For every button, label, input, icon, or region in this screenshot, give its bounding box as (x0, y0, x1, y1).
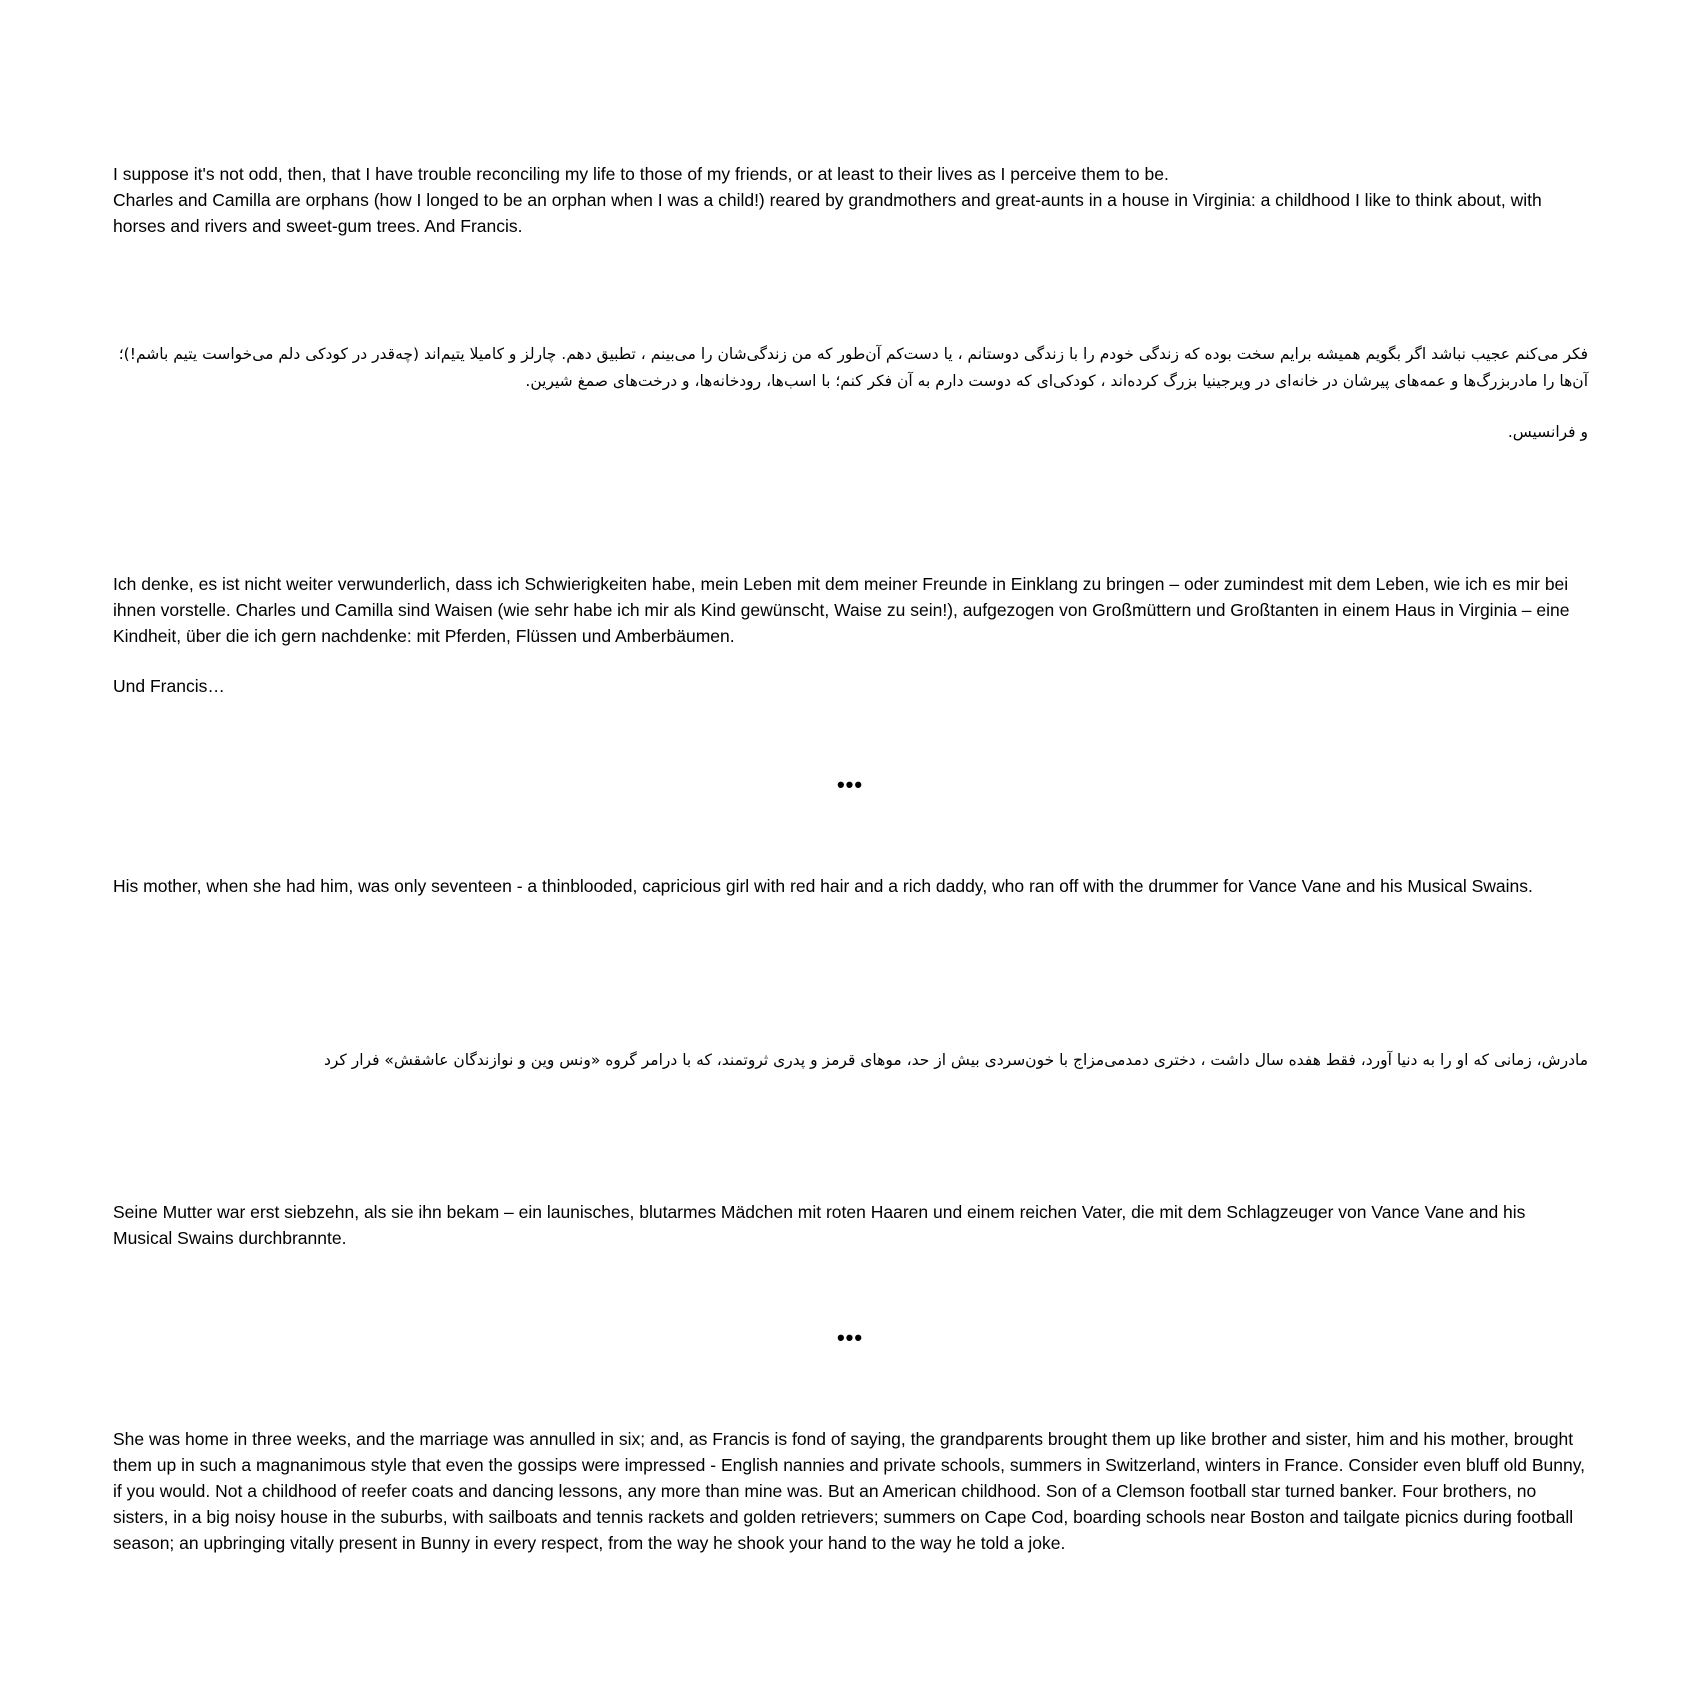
german-text-1: Ich denke, es ist nicht weiter verwunderlich, dass ich Schwierigkeiten habe, mein Leben mit dem meiner Freunde in Einklang zu bringen – oder zumindest mit dem Leben, wie ich es mir bei ihnen vorstelle. Charles und Camilla sind Waisen (wie sehr habe ich mir als Kind gewünscht, Waise zu sein!), aufgezogen von Großmüttern und Großtanten in einem Haus in Virginia – eine Kindheit, über die ich gern nachdenke: mit Pferden, Flüssen und Amberbäumen. (113, 574, 1570, 646)
german-text-1b: Und Francis… (113, 676, 225, 696)
english-line-2: Charles and Camilla are orphans (how I longed to be an orphan when I was a child!) reared by grandmothers and great-aunts in a house in Virginia: a childhood I like to think about, with horses and rivers and sweet-gum trees. And Francis. (113, 190, 1542, 236)
section-separator-2: ••• (836, 1325, 864, 1350)
persian-text-1: فکر می‌کنم عجیب نباشد اگر بگویم همیشه برایم سخت بوده که زندگی خودم را با زندگی دوستانم ، یا دست‌کم آن‌طور که من زندگی‌شان را می‌بینم ، تطبیق دهم. چارلز و کامیلا یتیم‌اند (چه‌قدر در کودکی دلم می‌خواست یتیم باشم!)؛ آن‌ها را مادربزرگ‌ها و عمه‌های پیرشان در خانه‌ای در ویرجینیا بزرگ کرده‌اند ، کودکی‌ای که دوست دارم به آن فکر کنم؛ با اسب‌ها، رودخانه‌ها، و درخت‌های صمغ شیرین. (118, 345, 1588, 390)
english-text-2: His mother, when she had him, was only seventeen - a thinblooded, capricious girl with red hair and a rich daddy, who ran off with the drummer for Vance Vane and his Musical Swains. (113, 876, 1533, 896)
persian-paragraph-1 (113, 341, 1588, 446)
persian-text-2: مادرش، زمانی که او را به دنیا آورد، فقط هفده سال داشت ، دختری دمدمی‌مزاج با خون‌سردی بیش از حد، موهای قرمز و پدری ثروتمند، که با درامر گروه «ونس وین و نوازندگان عاشقش» فرار کرد (323, 1051, 1588, 1069)
german-text-2: Seine Mutter war erst siebzehn, als sie ihn bekam – ein launisches, blutarmes Mädchen mit roten Haaren und einem reichen Vater, die mit dem Schlagzeuger von Vance Vane and his Musical Swains durchbrannte. (113, 1202, 1526, 1248)
english-paragraph-3 (113, 1426, 1588, 1556)
english-paragraph-2 (113, 873, 1588, 899)
english-line-1: I suppose it's not odd, then, that I have trouble reconciling my life to those of my friends, or at least to their lives as I perceive them to be. (113, 164, 1169, 184)
persian-text-1b: و فرانسیس. (1507, 423, 1588, 441)
english-paragraph-1 (113, 161, 1588, 239)
persian-paragraph-2 (113, 1047, 1588, 1074)
german-paragraph-1 (113, 571, 1588, 699)
section-separator-1: ••• (836, 772, 864, 797)
german-paragraph-2 (113, 1199, 1588, 1251)
english-text-3: She was home in three weeks, and the marriage was annulled in six; and, as Francis is fond of saying, the grandparents brought them up like brother and sister, him and his mother, brought them up in such a magnanimous style that even the gossips were impressed - English nannies and private schools, summers in Switzerland, winters in France. Consider even bluff old Bunny, if you would. Not a childhood of reefer coats and dancing lessons, any more than mine was. But an American childhood. Son of a Clemson football star turned banker. Four brothers, no sisters, in a big noisy house in the suburbs, with sailboats and tennis rackets and golden retrievers; summers on Cape Cod, boarding schools near Boston and tailgate picnics during football season; an upbringing vitally present in Bunny in every respect, from the way he shook your hand to the way he told a joke. (113, 1429, 1586, 1553)
